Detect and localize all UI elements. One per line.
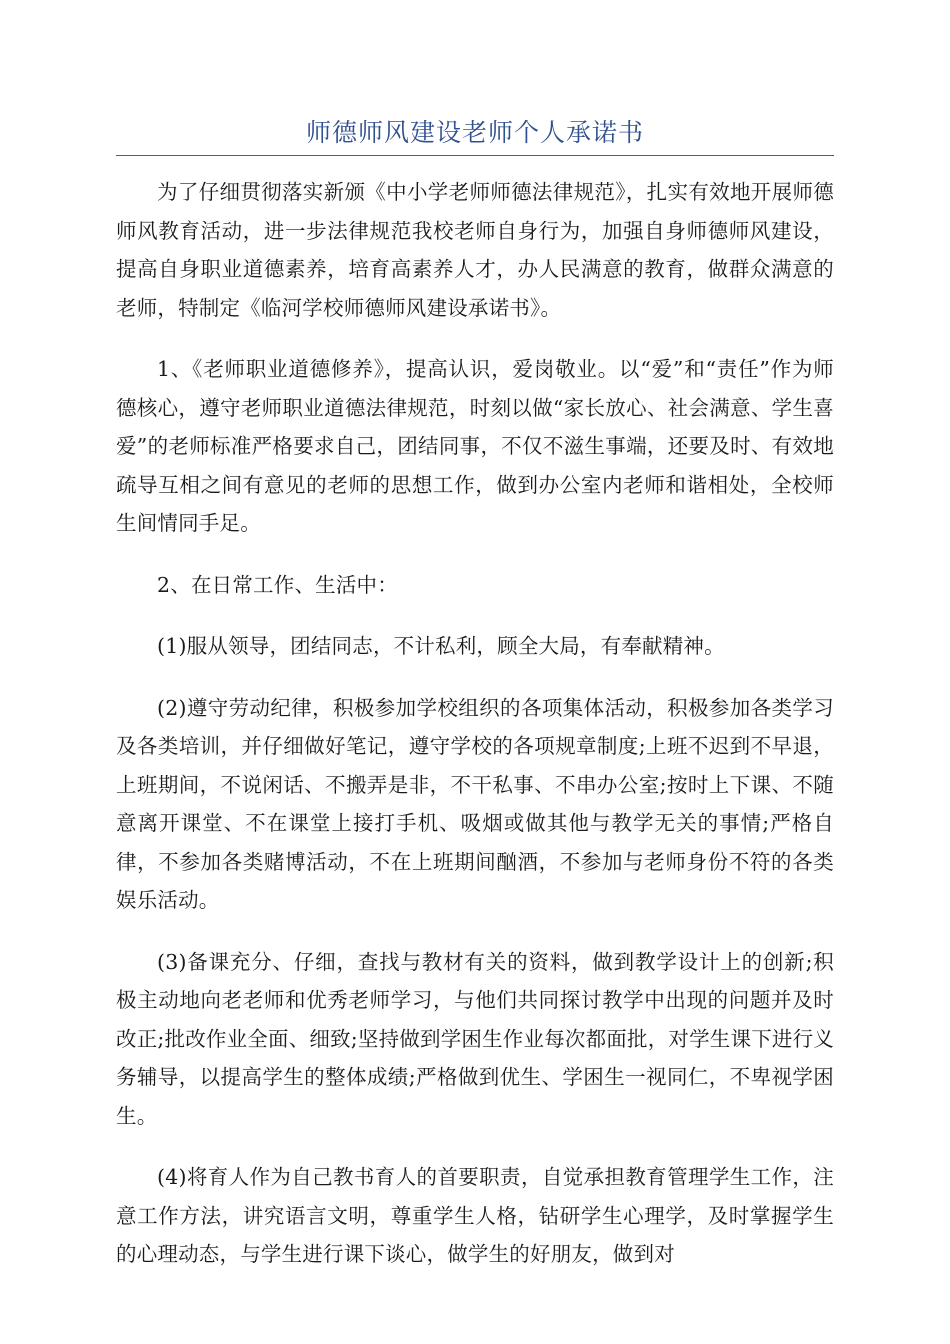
paragraph-subitem-3: (3)备课充分、仔细，查找与教材有关的资料，做到教学设计上的创新;积极主动地向老老师和优秀老师学习，与他们共同探讨教学中出现的问题并及时改正;批改作业全面、细致;坚持做到学困生作业每次都面批，对学生课下进行义务辅导，以提高学生的整体成绩;严格做到优生、学困生一视同仁，不卑视学困生。 [116,949,835,1128]
title-underline [116,155,834,156]
paragraph-subitem-1: (1)服从领导，团结同志，不计私利，顾全大局，有奉献精神。 [157,634,725,658]
paragraph-subitem-2: (2)遵守劳动纪律，积极参加学校组织的各项集体活动，积极参加各类学习及各类培训，并仔细做好笔记，遵守学校的各项规章制度;上班不迟到不早退，上班期间，不说闲话、不搬弄是非，不干私事、不串办公室;按时上下课、不随意离开课堂、不在课堂上接打手机、吸烟或做其他与教学无关的事情;严格自律，不参加各类赌博活动，不在上班期间酗酒，不参加与老师身份不符的各类娱乐活动。 [116,695,834,912]
paragraph-intro: 为了仔细贯彻落实新颁《中小学老师师德法律规范》，扎实有效地开展师德师风教育活动，进一步法律规范我校老师自身行为，加强自身师德师风建设，提高自身职业道德素养，培育高素养人才，办人民满意的教育，做群众满意的老师，特制定《临河学校师德师风建设承诺书》。 [116,180,834,320]
document-body [116,173,834,1297]
paragraph-item-1: 1、《老师职业道德修养》，提高认识，爱岗敬业。以“爱”和“责任”作为师德核心，遵守老师职业道德法律规范，时刻以做“家长放心、社会满意、学生喜爱”的老师标准严格要求自己，团结同事，不仅不滋生事端，还要及时、有效地疏导互相之间有意见的老师的思想工作，做到办公室内老师和谐相处，全校师生间情同手足。 [116,357,834,535]
paragraph-subitem-4: (4)将育人作为自己教书育人的首要职责，自觉承担教育管理学生工作，注意工作方法，讲究语言文明，尊重学生人格，钻研学生心理学，及时掌握学生的心理动态，与学生进行课下谈心，做学生的好朋友，做到对 [116,1165,834,1266]
document-title: 师德师风建设老师个人承诺书 [305,118,644,147]
paragraph-item-2: 2、在日常工作、生活中： [157,572,398,597]
